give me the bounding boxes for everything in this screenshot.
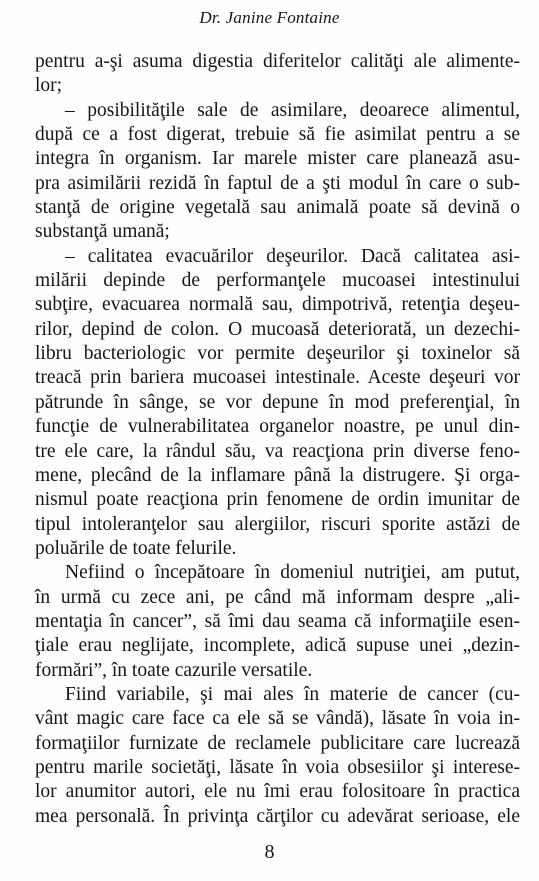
text-line: libru bacteriologic vor permite deşeurilor şi toxinelor să	[35, 343, 520, 365]
text-line: vânt magic care face ca ele să se vândă), lăsate în voia in-	[35, 708, 520, 730]
text-line: poluările de toate felurile.	[35, 537, 237, 559]
body-text	[35, 50, 520, 829]
text-line: tre ele care, la rândul său, va reacţiona prin diverse feno-	[35, 440, 520, 462]
text-line: – posibilităţile sale de asimilare, deoarece alimentul,	[65, 99, 520, 121]
text-line: mene, plecând de la inflamare până la distrugere. Şi orga-	[35, 464, 520, 486]
text-line: substanţă umană;	[35, 221, 170, 243]
text-line: mentaţia în cancer”, să îmi dau seama că informaţiile esen-	[35, 610, 520, 632]
text-line: lor;	[35, 75, 63, 97]
text-line: Fiind variabile, şi mai ales în materie de cancer (cu-	[65, 683, 520, 705]
text-line: – calitatea evacuărilor deşeurilor. Dacă calitatea asi-	[65, 245, 520, 267]
text-line: lor anumitor autori, ele nu îmi erau folositoare în practica	[35, 781, 520, 803]
text-line: stanţă de origine vegetală sau animală poate să devină o	[35, 197, 520, 219]
text-line: ţiale erau neglijate, incomplete, adică supuse unei „dezin-	[35, 635, 520, 657]
text-line: integra în organism. Iar marele mister care planează asu-	[35, 148, 520, 170]
text-line: funcţie de vulnerabilitatea organelor noastre, pe unul din-	[35, 416, 520, 438]
text-line: milării depinde de performanţele mucoasei intestinului	[35, 270, 520, 292]
text-line: tipul intoleranţelor sau alergiilor, riscuri sporite astăzi de	[35, 513, 520, 535]
page-number: 8	[264, 841, 275, 863]
text-line: după ce a fost digerat, trebuie să fie asimilat pentru a se	[35, 124, 520, 146]
text-line: formaţiilor furnizate de reclamele publicitare care lucrează	[35, 732, 520, 754]
text-line: treacă prin bariera mucoasei intestinale. Aceste deşeuri vor	[35, 367, 520, 389]
text-line: subţire, evacuarea normală sau, dimpotrivă, retenţia deşeu-	[35, 294, 520, 316]
text-line: pentru marile societăţi, lăsate în voia obsesiilor şi interese-	[35, 756, 520, 778]
text-line: pătrunde în sânge, se vor depune în mod preferenţial, în	[35, 391, 520, 413]
text-line: formări”, în toate cazurile versatile.	[35, 659, 313, 681]
running-head: Dr. Janine Fontaine	[199, 8, 340, 27]
text-line: nismul poate reacţiona prin fenomene de ordin imunitar de	[35, 489, 520, 511]
text-line: rilor, depind de colon. O mucoasă deteriorată, un dezechi-	[35, 318, 520, 340]
text-line: în urmă cu zece ani, pe când mă informam despre „ali-	[35, 586, 520, 608]
text-line: pentru a-şi asuma digestia diferitelor calităţi ale alimente-	[35, 51, 520, 72]
text-line: mea personală. În privinţa cărţilor cu adevărat serioase, ele	[35, 805, 520, 827]
text-line: pra asimilării rezidă în faptul de a şti modul în care o sub-	[35, 172, 520, 194]
text-line: Nefiind o începătoare în domeniul nutriţiei, am putut,	[65, 562, 520, 584]
